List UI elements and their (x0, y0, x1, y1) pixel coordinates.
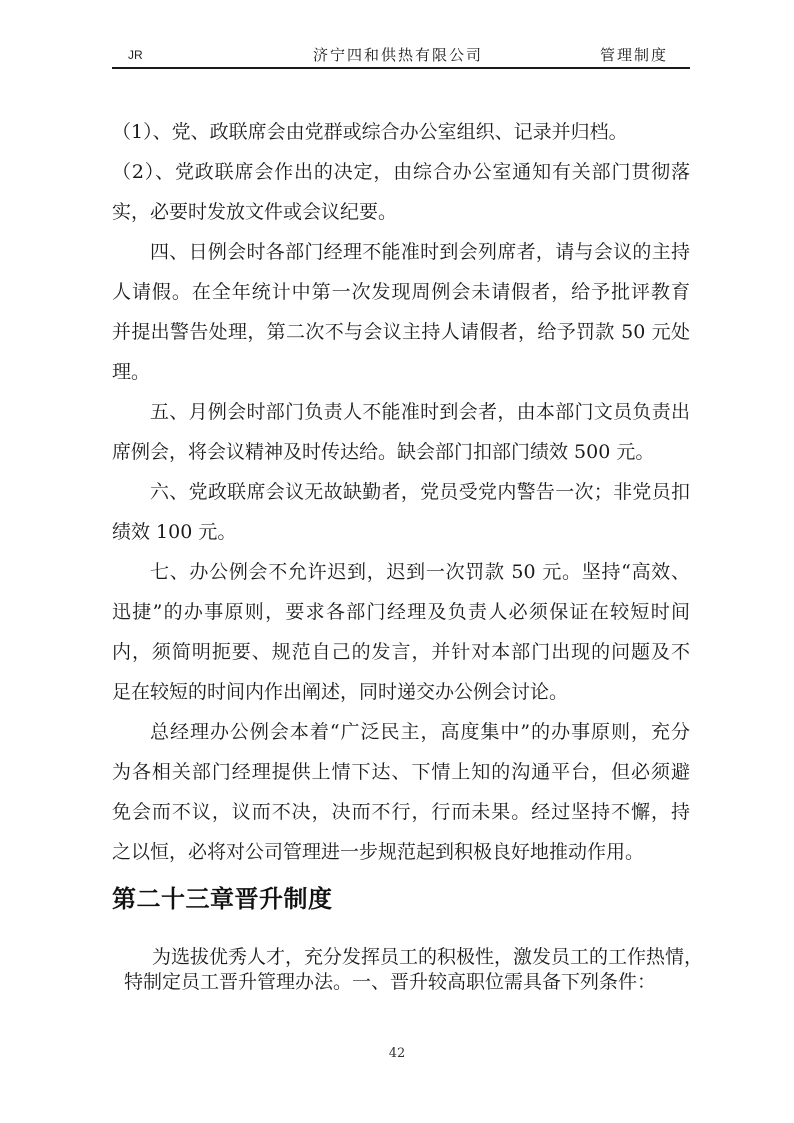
page-footer (0, 1042, 794, 1061)
text-line: 四、日例会时各部门经理不能准时到会列席者，请与会议的主持 (150, 241, 690, 263)
text-line: （1）、党、政联席会由党群或综合办公室组织、记录并归档。 (112, 121, 628, 143)
text-line: 六、党政联席会议无故缺勤者，党员受党内警告一次；非党员扣 (150, 481, 690, 503)
text-line: 免会而不议，议而不决，决而不行，行而未果。经过坚持不懈，持 (112, 801, 690, 823)
text-line: 席例会，将会议精神及时传达给。缺会部门扣部门绩效 500 元。 (112, 441, 655, 463)
text-line: 五、月例会时部门负责人不能准时到会者，由本部门文员负责出 (150, 401, 690, 423)
section-paragraph (124, 945, 704, 995)
page-number: 42 (388, 1046, 406, 1061)
text-line: 特制定员工晋升管理办法。一、晋升较高职位需具备下列条件： (124, 971, 657, 993)
header-logo: JR (128, 47, 143, 62)
text-line: 七、办公例会不允许迟到，迟到一次罚款 50 元。坚持“高效、 (150, 561, 690, 583)
header-company: 济宁四和供热有限公司 (312, 46, 483, 64)
text-line: （2）、党政联席会作出的决定，由综合办公室通知有关部门贯彻落 (112, 161, 690, 183)
text-line: 迅捷”的办事原则，要求各部门经理及负责人必须保证在较短时间 (112, 601, 690, 623)
text-line: 内，须简明扼要、规范自己的发言，并针对本部门出现的问题及不 (112, 641, 690, 663)
text-line: 并提出警告处理，第二次不与会议主持人请假者，给予罚款 50 元处 (112, 321, 690, 343)
text-line: 实，必要时发放文件或会议纪要。 (112, 201, 398, 223)
text-line: 理。 (112, 361, 151, 383)
header-doc-type: 管理制度 (599, 46, 668, 64)
body-text (112, 112, 690, 872)
text-line: 之以恒，必将对公司管理进一步规范起到积极良好地推动作用。 (112, 841, 645, 863)
chapter-heading: 第二十三章晋升制度 (112, 884, 333, 913)
text-line: 为各相关部门经理提供上情下达、下情上知的沟通平台，但必须避 (112, 761, 690, 783)
page-header (112, 42, 690, 69)
text-line: 绩效 100 元。 (112, 521, 237, 543)
text-line: 总经理办公例会本着“广泛民主，高度集中”的办事原则，充分 (150, 721, 690, 743)
text-line: 人请假。在全年统计中第一次发现周例会未请假者，给予批评教育 (112, 281, 690, 303)
text-line: 足在较短的时间内作出阐述，同时递交办公例会讨论。 (112, 681, 569, 703)
text-line: 为选拔优秀人才，充分发挥员工的积极性，激发员工的工作热情， (152, 946, 704, 968)
